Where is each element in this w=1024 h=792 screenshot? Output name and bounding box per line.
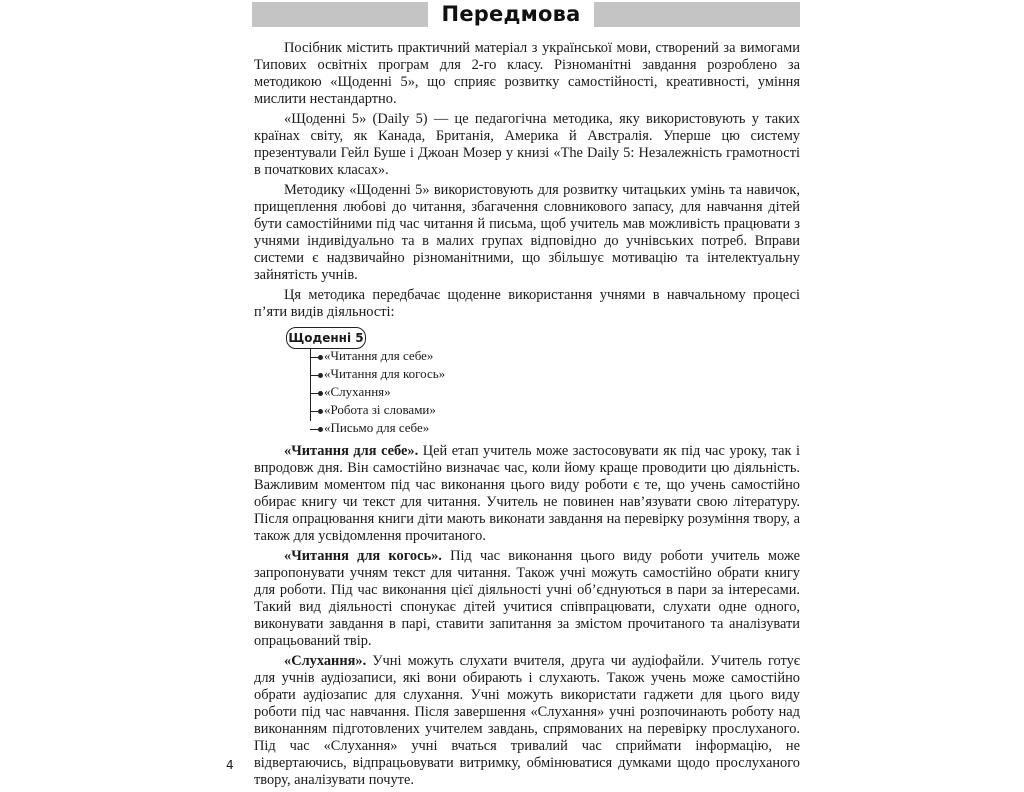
scheme-item [310,347,433,365]
scheme-item-label: «Читання для себе» [324,348,434,363]
scheme-item-label: «Читання для когось» [324,366,446,381]
paragraph: Ця методика передбачає щоденне використання учнями в навчальному процесі п’яти видів діяльності: [254,287,800,320]
bullet-dot [318,427,323,432]
section-term: «Слухання». [284,653,367,669]
daily5-scheme [254,327,800,441]
page-number: 4 [226,758,234,772]
connector-tick [310,375,318,376]
scheme-item [310,383,391,401]
scheme-item-label: «Письмо для себе» [324,420,430,435]
page-header [252,2,800,27]
section-term: «Читання для себе». [284,443,419,459]
scheme-item-label: «Робота зі словами» [324,402,436,417]
bullet-dot [318,391,323,396]
page-content [254,40,800,792]
bullet-dot [318,409,323,414]
section-paragraph [254,653,800,789]
header-bar-left [252,2,428,27]
scheme-item [310,401,436,419]
section-paragraph [254,443,800,545]
section-text: Учні можуть слухати вчителя, друга чи аудіофайли. Учитель готує для учнів аудіозаписи, які вони обирають і слухають. Також учень може самостійно обрати аудіозапис для слухання. Учні можуть використати гаджети для цього виду роботи під час навчання. Після завершення «Слухання» учні розпочинають роботу над виконанням підготовлених учителем завдань, спрямованих на перевірку прослуханого. Під час «Слухання» учні вчаться тривалий час сприймати інформацію, не відвертаючись, відпрацьовувати витримку, обмінюватися думками щодо прослуханого твору, аналізувати почуте. [254,653,800,788]
connector-tick [310,357,318,358]
scheme-box: Щоденні 5 [286,327,366,349]
section-paragraph [254,548,800,650]
section-text: Цей етап учитель може застосовувати як під час уроку, так і впродовж дня. Він самостійно визначає час, коли йому краще проводити цю діяльність. Важливим моментом під час виконання цього виду роботи є те, що учень самостійно обирає книгу чи текст для читання. Учитель не повинен нав’язувати свою літературу. Після опрацювання книги діти мають виконати завдання на перевірку розуміння твору, а також для усвідомлення прочитаного. [254,443,801,544]
section-term: «Читання для когось». [284,548,442,564]
connector-tick [310,393,318,394]
bullet-dot [318,355,323,360]
connector-tick [310,429,318,430]
scheme-item [310,419,429,437]
connector-tick [310,411,318,412]
section-text: Під час виконання цього виду роботи учитель може запропонувати учням текст для читання. Також учні можуть самостійно обрати книгу для роботи. Під час виконання цієї діяльності учні об’єднуються в пари за інтересами. Такий вид діяльності спонукає дітей учитися співпрацювати, слухати одне одного, виконувати завдання в парі, ставити запитання за змістом прочитаного та аналізувати опрацьований твір. [254,548,801,649]
bullet-dot [318,373,323,378]
page-title: Передмова [441,2,581,26]
header-bar-right [594,2,800,27]
scheme-item-label: «Слухання» [324,384,391,399]
scheme-item [310,365,445,383]
paragraph: «Щоденні 5» (Daily 5) — це педагогічна методика, яку використовують у таких країнах світу, як Канада, Британія, Америка й Австралія. Уперше цю систему презентували Гейл Буше і Джоан Мозер у книзі «The Daily 5: Незалежність грамотності в початкових класах». [254,111,800,178]
paragraph: Посібник містить практичний матеріал з української мови, створений за вимогами Типових освітніх програм для 2-го класу. Різноманітні завдання розроблено за методикою «Щоденні 5», що сприяє розвитку самостійності, креативності, уміння мислити нестандартно. [254,40,800,107]
paragraph: Методику «Щоденні 5» використовують для розвитку читацьких умінь та навичок, прищеплення любові до читання, збагачення словникового запасу, для навчання дітей бути самостійними під час читання й письма, щоб учитель мав можливість працювати з учнями індивідуально та в малих групах відповідно до учнівських потреб. Вправи системи є надзвичайно різноманітними, що збільшує мотивацію та інтелектуальну зайнятість учнів. [254,182,800,283]
